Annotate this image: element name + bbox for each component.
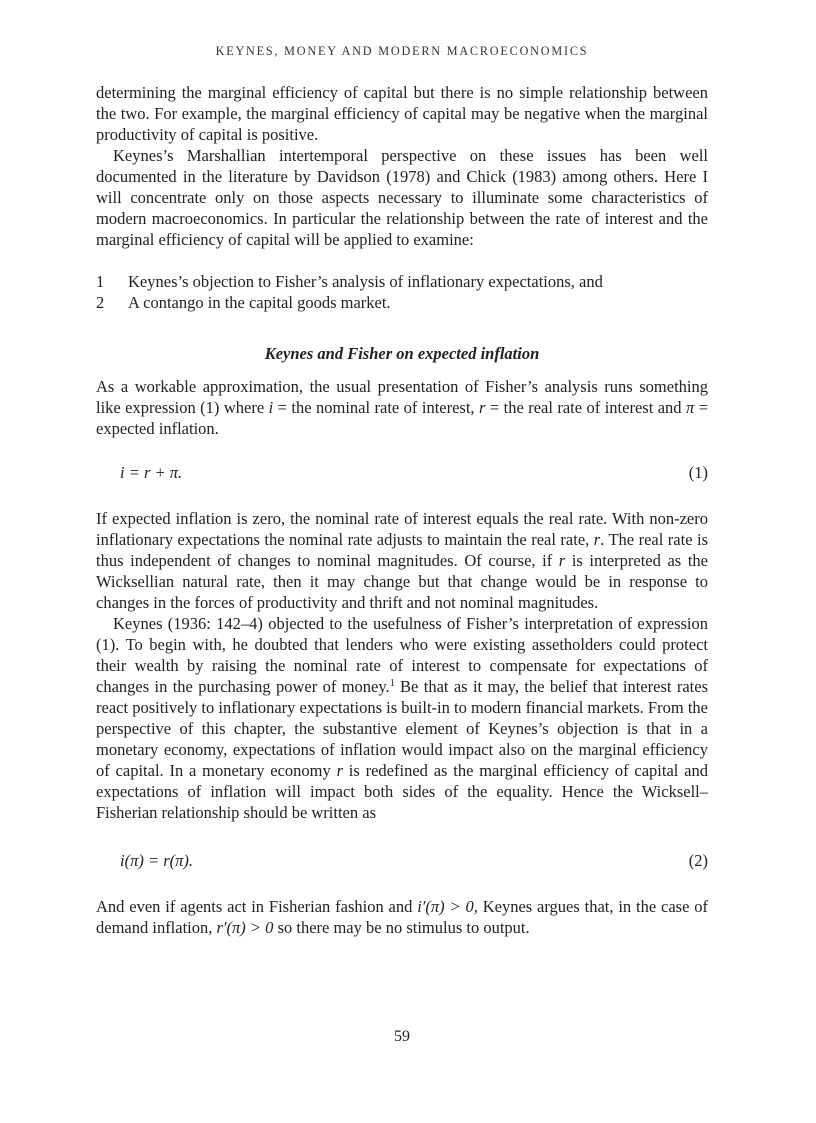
running-header: KEYNES, MONEY AND MODERN MACROECONOMICS <box>215 44 589 58</box>
equation-number: (2) <box>688 851 708 870</box>
footnote-marker: 1 <box>389 678 395 689</box>
var-r: r <box>479 398 486 417</box>
list-item-text: Keynes’s objection to Fisher’s analysis of inflationary expectations, and <box>128 272 603 291</box>
paragraph-keynes-objection: Keynes (1936: 142–4) objected to the usefulness of Fisher’s interpretation of expression (1). To begin with, he doubted that lenders who were existing assetholders could protect their wealth by raising the nominal rate of interest to compensate for expectations of changes in the purchasing power of money.$^1$ Be that as it may, the belief that interest rates react positively to inflationary expectations is built-in to modern financial markets. From the perspective of this chapter, the substantive element of Keynes’s objection is that in a monetary economy, expectations of inflation would impact also on the marginal efficiency of capital. In a monetary economy r is redefined as the marginal efficiency of capital and expectations of inflation will impact both sides of the equality. Hence the Wicksell–Fisherian relationship should be written as <box>96 614 709 822</box>
var-r: r <box>558 551 566 570</box>
var-pi: π <box>685 398 695 417</box>
paragraph-perspective: Keynes’s Marshallian intertemporal perspective on these issues has been well documented in the literature by Davidson (1978) and Chick (1983) among others. Here I will concentrate only on those aspects necessary to illuminate some characteristics of modern macroeconomics. In particular the relationship between the rate of interest and the marginal efficiency of capital will be applied to examine: <box>96 146 708 249</box>
paragraph-zero-inflation: If expected inflation is zero, the nominal rate of interest equals the real rate. With non-zero inflationary expectations the nominal rate adjusts to maintain the real rate, r. The real rate is thus independent of changes to nominal magnitudes. Of course, if r is interpreted as the Wicksellian natural rate, then it may change but that change would be in response to changes in the forces of productivity and thrift and not nominal magnitudes. <box>96 509 708 612</box>
section-heading: Keynes and Fisher on expected inflation <box>264 344 540 363</box>
equation-formula: i = r + π. <box>120 463 183 482</box>
paragraph-fisher-intro: As a workable approximation, the usual presentation of Fisher’s analysis runs something like expression (1) where i = the nominal rate of interest, r = the real rate of interest and π = expected inflation. <box>96 377 709 438</box>
list-item-text: A contango in the capital goods market. <box>128 293 391 312</box>
list-item <box>96 271 708 292</box>
list-item <box>96 292 708 313</box>
list-item-number: 1 <box>96 272 105 291</box>
equation-formula: i(π) = r(π). <box>120 851 194 870</box>
var-r: r <box>593 530 601 549</box>
equation-2 <box>96 850 708 871</box>
paragraph-demand-inflation: And even if agents act in Fisherian fashion and i′(π) > 0, Keynes argues that, in the case of demand inflation, r′(π) > 0 so there may be no stimulus to output. <box>96 897 708 937</box>
var-i: i <box>268 398 274 417</box>
equation-number: (1) <box>688 463 708 482</box>
paragraph-continued: determining the marginal efficiency of capital but there is no simple relationship between the two. For example, the marginal efficiency of capital may be negative when the marginal productivity of capital is positive. <box>96 83 708 144</box>
formula-r-prime: r′(π) > 0 <box>216 918 274 937</box>
list-item-number: 2 <box>96 293 105 312</box>
body-text <box>96 82 708 938</box>
var-r: r <box>336 761 343 780</box>
formula-i-prime: i′(π) > 0 <box>417 897 474 916</box>
equation-1 <box>96 462 708 483</box>
numbered-list <box>96 271 708 313</box>
page-number: 59 <box>394 1028 410 1045</box>
